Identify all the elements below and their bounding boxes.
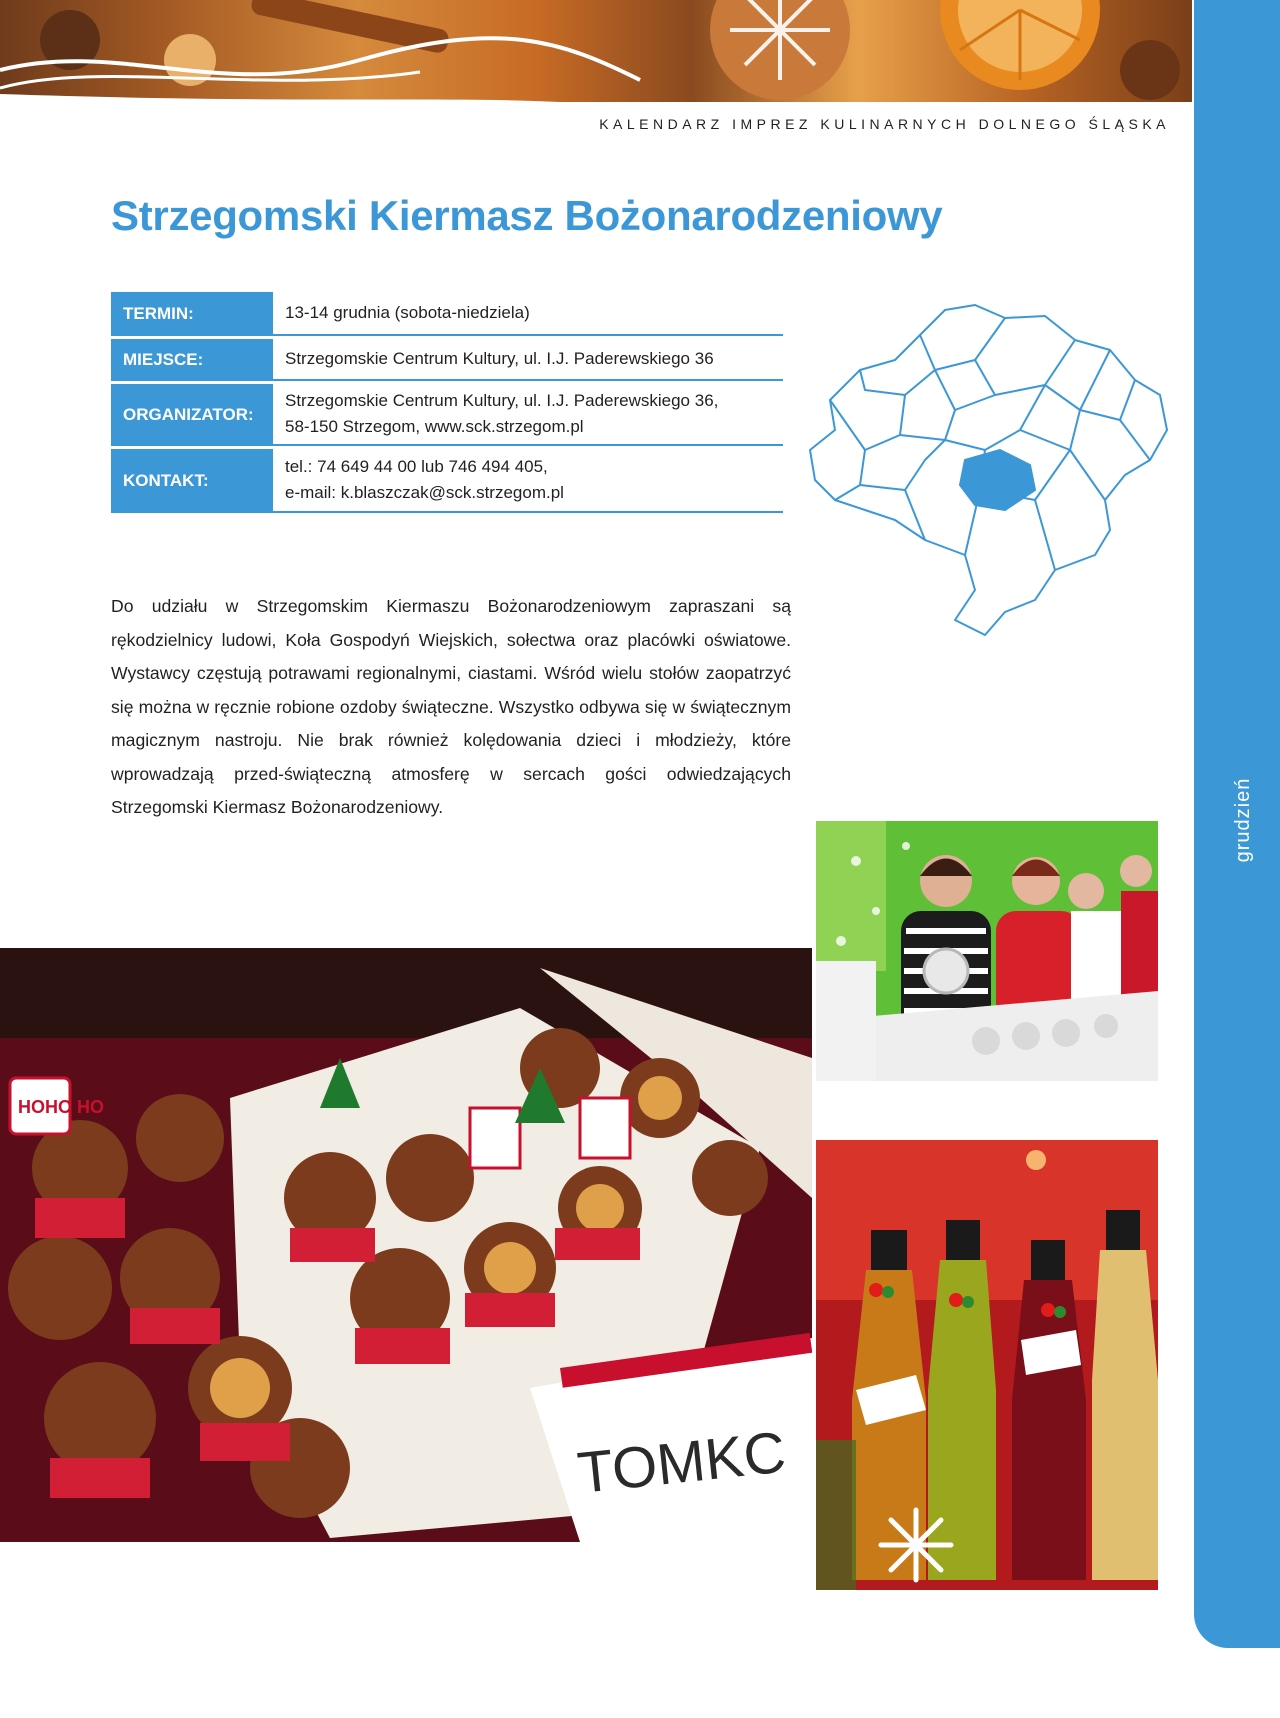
kontakt-line-2: e-mail: k.blaszczak@sck.strzegom.pl (285, 483, 564, 502)
side-tab-label: grudzień (1232, 777, 1254, 863)
info-label-organizator: ORGANIZATOR: (111, 384, 273, 446)
info-row-organizator (111, 384, 783, 446)
info-value-organizator (273, 384, 783, 446)
termin-line-1: 13-14 grudnia (sobota-niedziela) (285, 303, 530, 322)
event-info-table (111, 292, 783, 513)
page-title: Strzegomski Kiermasz Bożonarodzeniowy (111, 192, 943, 239)
organizator-line-1: Strzegomskie Centrum Kultury, ul. I.J. Paderewskiego 36, (285, 391, 719, 410)
organizator-line-2: 58-150 Strzegom, www.sck.strzegom.pl (285, 417, 584, 436)
publication-kicker: KALENDARZ IMPREZ KULINARNYCH DOLNEGO ŚLĄSKA (599, 116, 1170, 132)
info-value-termin (273, 292, 783, 336)
info-row-kontakt (111, 449, 783, 513)
info-row-termin (111, 292, 783, 336)
photo-sign-text: TOMKC (574, 1419, 789, 1506)
event-description: Do udziału w Strzegomskim Kiermaszu Bożonarodzeniowym zapraszani są rękodzielnicy ludowi, Koła Gospodyń Wiejskich, sołectwa oraz placówki oświatowe. Wystawcy częstują potrawami regionalnymi, ciastami. Wśród wielu stołów zaopatrzyć się można w ręcznie robione ozdoby świąteczne. Wszystko odbywa się w świątecznym magicznym nastroju. Nie brak również kolędowania dzieci i młodzieży, które wprowadzają przed-świąteczną atmosferę w sercach gości odwiedzających Strzegomski Kiermasz Bożonarodzeniowy. (111, 596, 791, 817)
info-row-miejsce (111, 339, 783, 381)
info-label-termin: TERMIN: (111, 292, 273, 336)
market-stall-women-photo (816, 821, 1158, 1081)
tag-text-hoho: HOHO HO (18, 1097, 105, 1117)
liqueur-bottles-photo (816, 1140, 1158, 1590)
miejsce-line-1: Strzegomskie Centrum Kultury, ul. I.J. Paderewskiego 36 (285, 349, 714, 368)
info-value-kontakt (273, 449, 783, 513)
info-value-miejsce (273, 339, 783, 381)
header-banner-photo (0, 0, 1192, 102)
kontakt-line-1: tel.: 74 649 44 00 lub 746 494 405, (285, 457, 548, 476)
region-map-icon (805, 300, 1171, 642)
info-label-kontakt: KONTAKT: (111, 449, 273, 513)
info-label-miejsce: MIEJSCE: (111, 339, 273, 381)
muffins-photo (0, 948, 812, 1542)
